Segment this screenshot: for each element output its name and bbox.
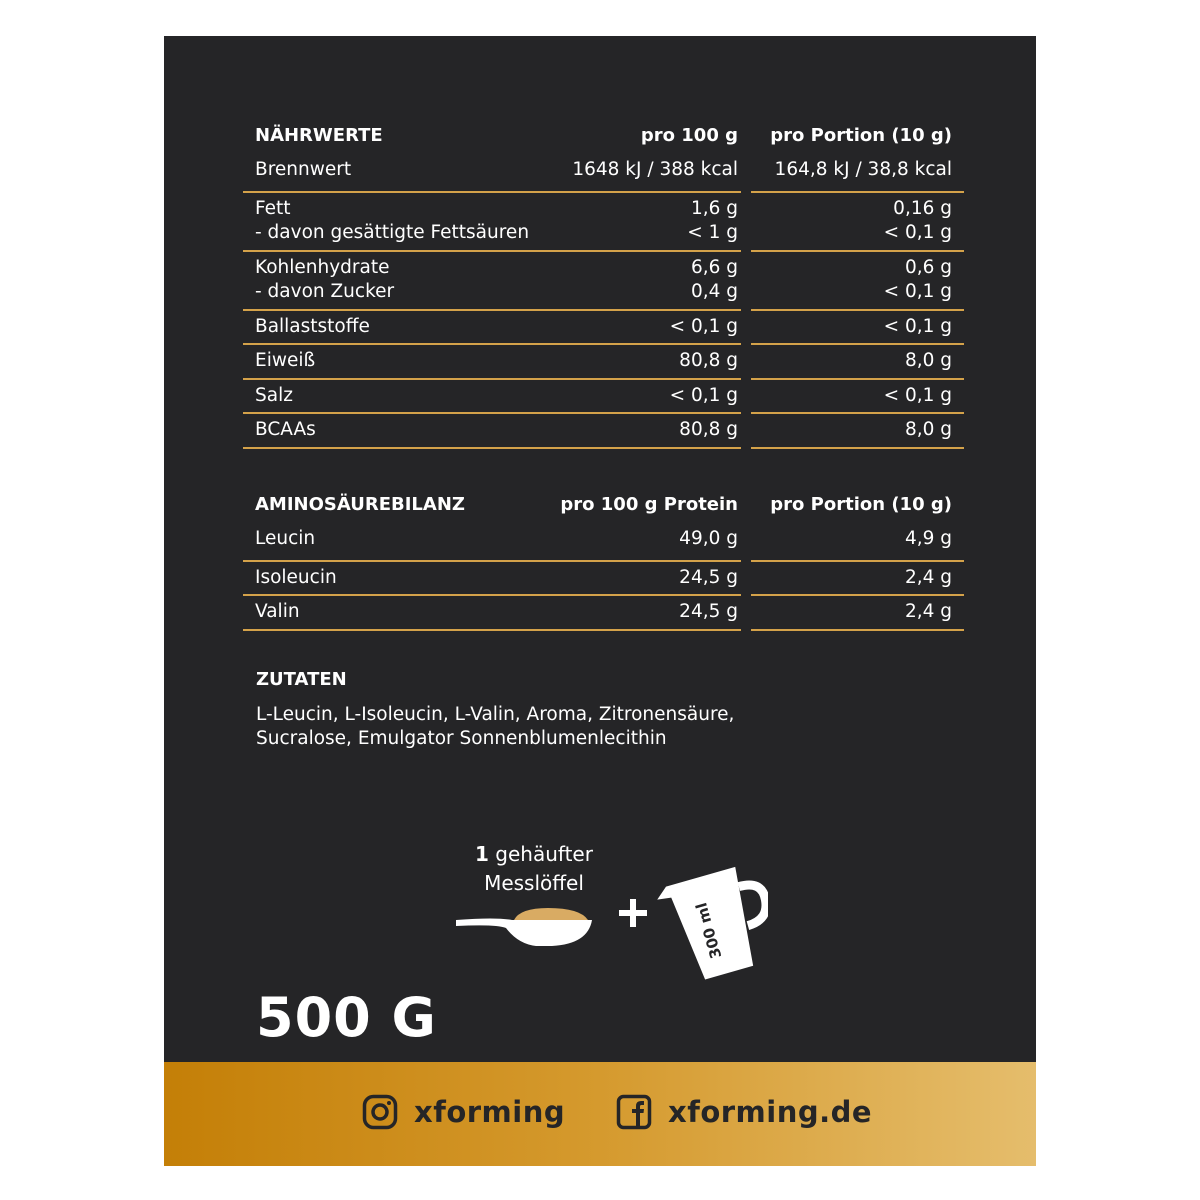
row-divider — [243, 629, 741, 631]
ingredients-text — [256, 703, 816, 751]
nutrient-name: Isoleucin — [255, 566, 337, 588]
plus-icon — [616, 896, 650, 930]
table-row — [243, 596, 964, 631]
net-weight: 500 G — [256, 986, 437, 1049]
nutrient-name: Salz — [255, 384, 293, 406]
ingredients-line: L-Leucin, L-Isoleucin, L-Valin, Aroma, Zitronensäure, — [256, 704, 735, 725]
table-row — [243, 252, 964, 311]
nutrient-name: Fett — [255, 197, 291, 219]
value-per-portion: 2,4 g — [904, 566, 952, 588]
value-per-portion: < 0,1 g — [883, 384, 952, 406]
table-header — [243, 124, 964, 158]
value-per-100: 49,0 g — [679, 528, 738, 549]
table-header-cell: AMINOSÄUREBILANZ — [255, 494, 465, 515]
value-per-portion: < 0,1 g — [883, 280, 952, 302]
dosage-instruction — [454, 840, 614, 898]
value-per-100: 6,6 g — [690, 256, 738, 278]
nutrient-name: Kohlenhydrate — [255, 256, 390, 278]
nutrient-name: Brennwert — [255, 159, 352, 180]
value-per-portion: < 0,1 g — [883, 315, 952, 337]
nutrient-name: Ballaststoffe — [255, 315, 370, 337]
nutrient-name: BCAAs — [255, 419, 316, 440]
table-row — [243, 311, 964, 346]
value-per-100: 80,8 g — [679, 419, 738, 440]
value-per-100: 24,5 g — [679, 566, 738, 588]
label-panel — [164, 36, 1036, 1166]
nutrient-name: Leucin — [255, 528, 316, 549]
dosage-count: 1 — [475, 842, 489, 866]
dosage-unit: gehäufter — [488, 842, 593, 866]
ingredients-title: ZUTATEN — [256, 669, 347, 690]
table-header-cell: pro Portion (10 g) — [770, 125, 952, 146]
value-per-portion: 0,16 g — [893, 197, 952, 219]
jug-volume-label: 300 ml — [692, 900, 726, 961]
table-row — [243, 193, 964, 252]
table-header-cell: pro 100 g Protein — [560, 494, 738, 515]
row-divider — [243, 447, 741, 449]
footer-banner — [164, 1062, 1036, 1166]
instagram-handle[interactable] — [362, 1094, 565, 1130]
value-per-100: < 0,1 g — [669, 384, 738, 406]
dosage-scoop-label: Messlöffel — [484, 871, 584, 895]
table-header-cell: NÄHRWERTE — [255, 125, 383, 146]
scoop-icon — [456, 904, 596, 948]
value-per-100: 0,4 g — [690, 280, 738, 302]
table-row — [243, 527, 964, 562]
measuring-jug-icon — [652, 864, 768, 984]
row-divider — [751, 447, 964, 449]
value-per-portion: 8,0 g — [904, 419, 952, 440]
value-per-100: 80,8 g — [679, 350, 738, 371]
table-row — [243, 562, 964, 597]
value-per-100: 24,5 g — [679, 601, 738, 622]
value-per-portion: 8,0 g — [904, 350, 952, 371]
table-header-cell: pro 100 g — [640, 125, 738, 146]
value-per-100: < 0,1 g — [669, 315, 738, 337]
table-row — [243, 414, 964, 449]
nutrient-name: Eiweiß — [255, 350, 316, 371]
value-per-portion: 2,4 g — [904, 601, 952, 622]
ingredients-line: Sucralose, Emulgator Sonnenblumenlecithin — [256, 728, 667, 749]
value-per-100: 1648 kJ / 388 kcal — [572, 159, 738, 180]
table-header-cell: pro Portion (10 g) — [770, 494, 952, 515]
table-row — [243, 345, 964, 380]
nutrient-name: - davon Zucker — [255, 280, 395, 302]
instagram-label: xforming — [414, 1095, 566, 1129]
row-divider — [751, 629, 964, 631]
nutrition-table — [243, 124, 964, 449]
table-row — [243, 380, 964, 415]
nutrient-name: Valin — [255, 601, 300, 622]
facebook-icon — [616, 1094, 652, 1130]
amino-acid-table — [243, 493, 964, 631]
table-header — [243, 493, 964, 527]
value-per-portion: 4,9 g — [904, 528, 952, 549]
nutrient-name: - davon gesättigte Fettsäuren — [255, 221, 530, 243]
value-per-portion: 0,6 g — [904, 256, 952, 278]
value-per-portion: 164,8 kJ / 38,8 kcal — [774, 159, 952, 180]
facebook-handle[interactable] — [616, 1094, 872, 1130]
instagram-icon — [362, 1094, 398, 1130]
value-per-100: 1,6 g — [690, 197, 738, 219]
table-row — [243, 158, 964, 193]
value-per-100: < 1 g — [687, 221, 738, 243]
facebook-label: xforming.de — [668, 1095, 873, 1129]
value-per-portion: < 0,1 g — [883, 221, 952, 243]
